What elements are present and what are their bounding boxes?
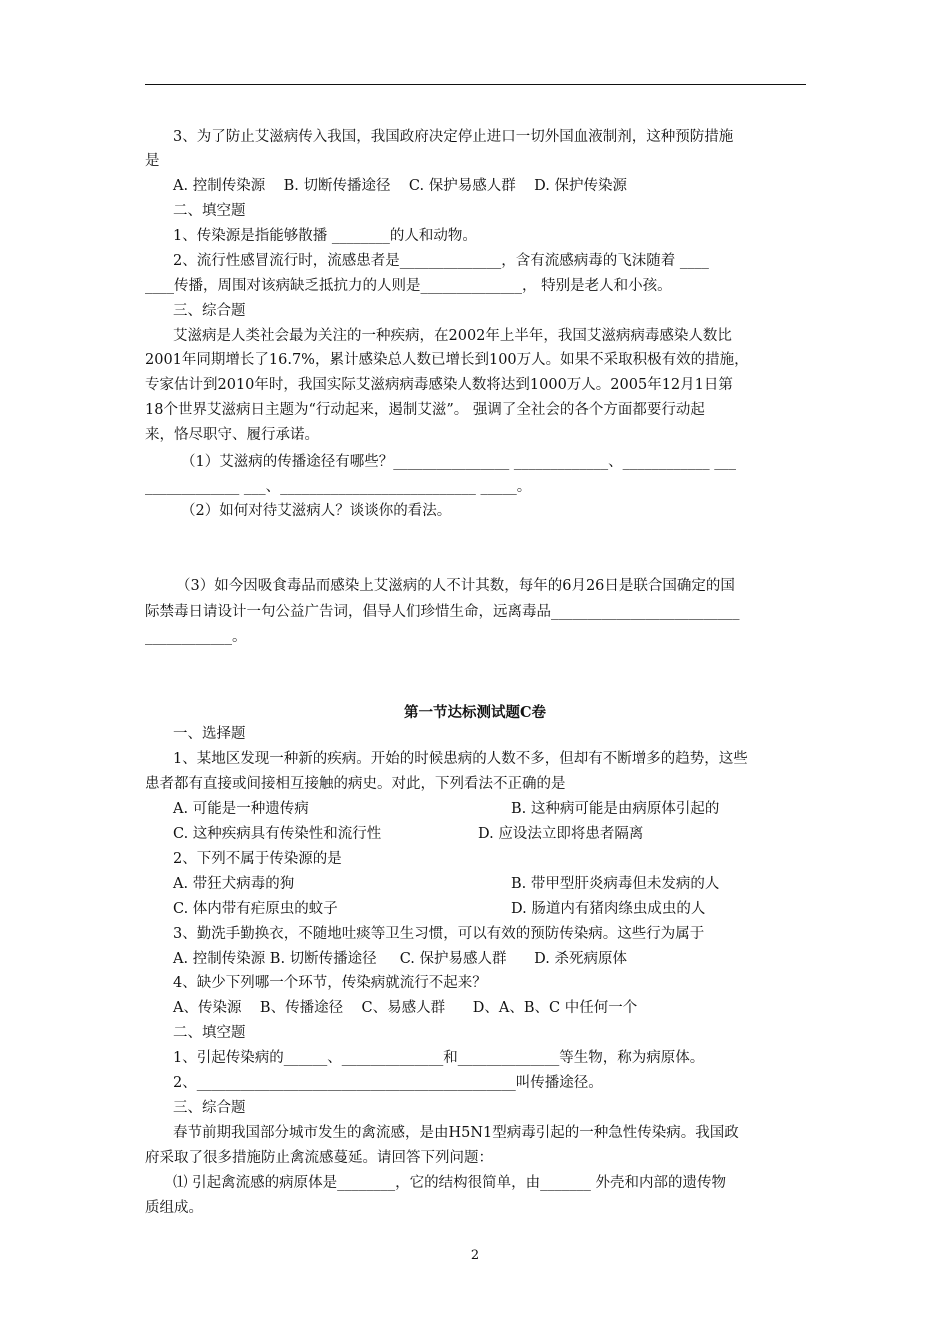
c-question-2-option-b: B. 带甲型肝炎病毒但未发病的人 xyxy=(511,876,720,892)
sub-question-2: （2）如何对待艾滋病人？谈谈你的看法。 xyxy=(181,503,452,519)
passage-line1: 艾滋病是人类社会最为关注的一种疾病，在2002年上半年，我国艾滋病病毒感染人数比 xyxy=(173,328,732,344)
c-fill-section-heading: 二、填空题 xyxy=(173,1025,246,1041)
fill-question-1: 1、传染源是指能够散播 ________的人和动物。 xyxy=(173,228,477,244)
sub-question-3-line2: 际禁毒日请设计一句公益广告词，倡导人们珍惜生命，远离毒品__________________________ xyxy=(145,604,740,620)
passage-line5: 来，恪尽职守、履行承诺。 xyxy=(145,427,319,443)
c-fill-question-2: 2、____________________________________________叫传播途径。 xyxy=(173,1075,603,1091)
passage-line4: 18个世界艾滋病日主题为“行动起来，遏制艾滋”。 强调了全社会的各个方面都要行动起 xyxy=(145,402,705,418)
sub-question-3-line1: （3）如今因吸食毒品而感染上艾滋病的人不计其数，每年的6月26日是联合国确定的国 xyxy=(176,578,735,594)
fill-question-2-line1: 2、流行性感冒流行时，流感患者是______________，含有流感病毒的飞沫随着 ____ xyxy=(173,253,709,269)
page-number: 2 xyxy=(470,1248,480,1263)
c-question-1-line2: 患者都有直接或间接相互接触的病史。对此，下列看法不正确的是 xyxy=(145,776,566,792)
c-question-1-option-b: B. 这种病可能是由病原体引起的 xyxy=(511,801,720,817)
c-question-1-option-c: C. 这种疾病具有传染性和流行性 xyxy=(173,826,382,842)
c-passage-line2: 府采取了很多措施防止禽流感蔓延。请回答下列问题： xyxy=(145,1150,493,1166)
sub-question-1-line1: （1）艾滋病的传播途径有哪些？________________ _____________、____________ ___ xyxy=(181,454,736,470)
c-question-3: 3、勤洗手勤换衣，不随地吐痰等卫生习惯，可以有效的预防传染病。这些行为属于 xyxy=(173,926,705,942)
section-title: 第一节达标测试题C卷 xyxy=(403,704,547,721)
fill-question-2-line2: ____传播，周围对该病缺乏抵抗力的人则是______________， 特别是老人和小孩。 xyxy=(145,278,672,294)
c-fill-question-1: 1、引起传染病的______、______________和______________等生物，称为病原体。 xyxy=(173,1050,705,1066)
c-question-4-options: A、传染源 B、传播途径 C、易感人群 D、A、B、C 中任何一个 xyxy=(173,1000,638,1016)
header-rule xyxy=(145,84,806,85)
question-3-line2: 是 xyxy=(145,153,160,169)
c-question-2: 2、下列不属于传染源的是 xyxy=(173,851,342,867)
comprehensive-section-heading: 三、综合题 xyxy=(173,303,246,319)
c-question-4: 4、缺少下列哪一个环节，传染病就流行不起来？ xyxy=(173,975,487,991)
fill-section-heading: 二、填空题 xyxy=(173,203,246,219)
question-3-options: A. 控制传染源 B. 切断传播途径 C. 保护易感人群 D. 保护传染源 xyxy=(173,178,627,194)
c-question-1-option-a: A. 可能是一种遗传病 xyxy=(173,801,309,817)
passage-line2: 2001年同期增长了16.7%，累计感染总人数已增长到100万人。如果不采取积极有效的措施， xyxy=(145,352,749,368)
c-question-2-option-d: D. 肠道内有猪肉绦虫成虫的人 xyxy=(511,901,706,917)
c-question-3-options: A. 控制传染源 B. 切断传播途径 C. 保护易感人群 D. 杀死病原体 xyxy=(173,951,627,967)
sub-question-1-line2: _____________ ___、___________________________ _____。 xyxy=(145,479,532,495)
c-sub-question-1-line2: 质组成。 xyxy=(145,1200,203,1216)
c-question-1-line1: 1、某地区发现一种新的疾病。开始的时候患病的人数不多，但却有不断增多的趋势，这些 xyxy=(173,751,748,767)
question-3-line1: 3、为了防止艾滋病传入我国，我国政府决定停止进口一切外国血液制剂，这种预防措施 xyxy=(173,129,734,145)
sub-question-3-line3: ____________。 xyxy=(145,629,247,645)
c-comprehensive-section-heading: 三、综合题 xyxy=(173,1100,246,1116)
c-question-2-option-a: A. 带狂犬病毒的狗 xyxy=(173,876,295,892)
choice-section-heading: 一、选择题 xyxy=(173,726,246,742)
c-passage-line1: 春节前期我国部分城市发生的禽流感，是由H5N1型病毒引起的一种急性传染病。我国政 xyxy=(173,1125,739,1141)
c-question-2-option-c: C. 体内带有疟原虫的蚊子 xyxy=(173,901,338,917)
passage-line3: 专家估计到2010年时，我国实际艾滋病病毒感染人数将达到1000万人。2005年12月1日第 xyxy=(145,377,733,393)
c-sub-question-1-line1: ⑴ 引起禽流感的病原体是________，它的结构很简单，由_______ 外壳和内部的遗传物 xyxy=(173,1175,726,1191)
c-question-1-option-d: D. 应设法立即将患者隔离 xyxy=(478,826,644,842)
